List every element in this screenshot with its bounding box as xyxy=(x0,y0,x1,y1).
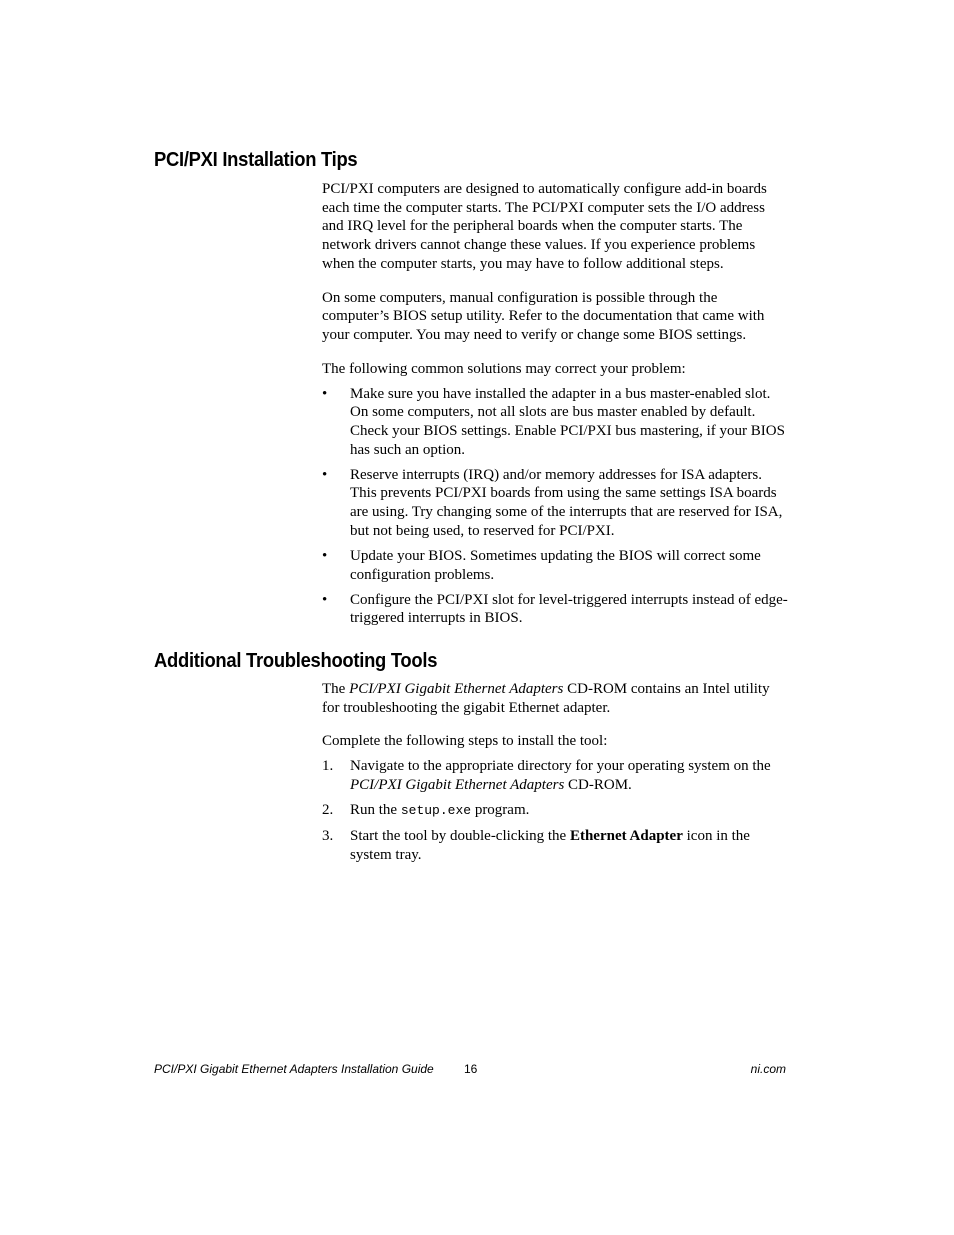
ui-term: Ethernet Adapter xyxy=(569,828,683,845)
section-heading-troubleshooting-tools: Additional Troubleshooting Tools xyxy=(154,650,438,672)
bullet-icon: • xyxy=(322,385,328,402)
list-item xyxy=(322,591,788,628)
installation-tips-body xyxy=(322,180,788,634)
text: CD-ROM. xyxy=(564,777,632,794)
list-item xyxy=(322,547,788,584)
paragraph: On some computers, manual configuration is possible through the computer’s BIOS setup utility. Refer to the documentation that came with your computer. You may need to verify or change some BIOS settings. xyxy=(322,289,765,343)
step-number: 1. xyxy=(322,758,334,775)
step-item xyxy=(322,827,788,864)
list-item-text: Reserve interrupts (IRQ) and/or memory addresses for ISA adapters. This prevents PCI/PXI boards from using the same settings ISA boards are using. Try changing some of the interrupts that are reserved for ISA, but not being used, to reserved for PCI/PXI. xyxy=(350,466,783,539)
install-steps-list xyxy=(322,757,788,864)
manual-title: PCI/PXI Gigabit Ethernet Adapters xyxy=(349,681,564,697)
section-heading-installation-tips: PCI/PXI Installation Tips xyxy=(154,149,358,171)
step-item xyxy=(322,801,788,821)
paragraph xyxy=(322,680,788,717)
step-item xyxy=(322,757,788,794)
bullet-icon: • xyxy=(322,547,328,564)
list-item xyxy=(322,385,788,460)
paragraph: PCI/PXI computers are designed to automatically configure add-in boards each time the computer starts. The PCI/PXI computer sets the I/O address and IRQ level for the peripheral boards when the computer starts. The network drivers cannot change these values. If you experience problems when the computer starts, you may have to follow additional steps. xyxy=(322,181,767,272)
filename-code: setup.exe xyxy=(400,803,472,819)
solutions-list xyxy=(322,385,788,628)
paragraph: Complete the following steps to install the tool: xyxy=(322,733,608,750)
footer-website: ni.com xyxy=(750,1062,786,1076)
step-number: 2. xyxy=(322,802,334,819)
list-item-text: Update your BIOS. Sometimes updating the BIOS will correct some configuration problems. xyxy=(350,547,761,583)
footer-page-number: 16 xyxy=(464,1062,478,1076)
text: Navigate to the appropriate directory for your operating system on the xyxy=(350,758,771,775)
step-number: 3. xyxy=(322,828,334,845)
text: CD-ROM contains an Intel utility for troubleshooting the gigabit Ethernet adapter. xyxy=(322,681,770,716)
list-item xyxy=(322,466,788,541)
list-item-text: Make sure you have installed the adapter in a bus master-enabled slot. On some computers, not all slots are bus master enabled by default. Check your BIOS settings. Enable PCI/PXI bus mastering, if your BIOS has such an option. xyxy=(350,385,785,458)
footer-manual-title: PCI/PXI Gigabit Ethernet Adapters Installation Guide xyxy=(154,1062,434,1076)
text: icon in the system tray. xyxy=(350,828,750,863)
text: program. xyxy=(471,802,530,819)
list-item-text: Configure the PCI/PXI slot for level-triggered interrupts instead of edge-triggered interrupts in BIOS. xyxy=(350,591,788,627)
text: Start the tool by double-clicking the xyxy=(350,828,570,845)
troubleshooting-tools-body xyxy=(322,680,788,871)
text: Run the xyxy=(350,802,401,819)
bullet-icon: • xyxy=(322,466,328,483)
bullet-icon: • xyxy=(322,591,328,608)
paragraph: The following common solutions may correct your problem: xyxy=(322,360,686,377)
manual-title: PCI/PXI Gigabit Ethernet Adapters xyxy=(350,777,565,794)
text: The xyxy=(322,681,350,697)
